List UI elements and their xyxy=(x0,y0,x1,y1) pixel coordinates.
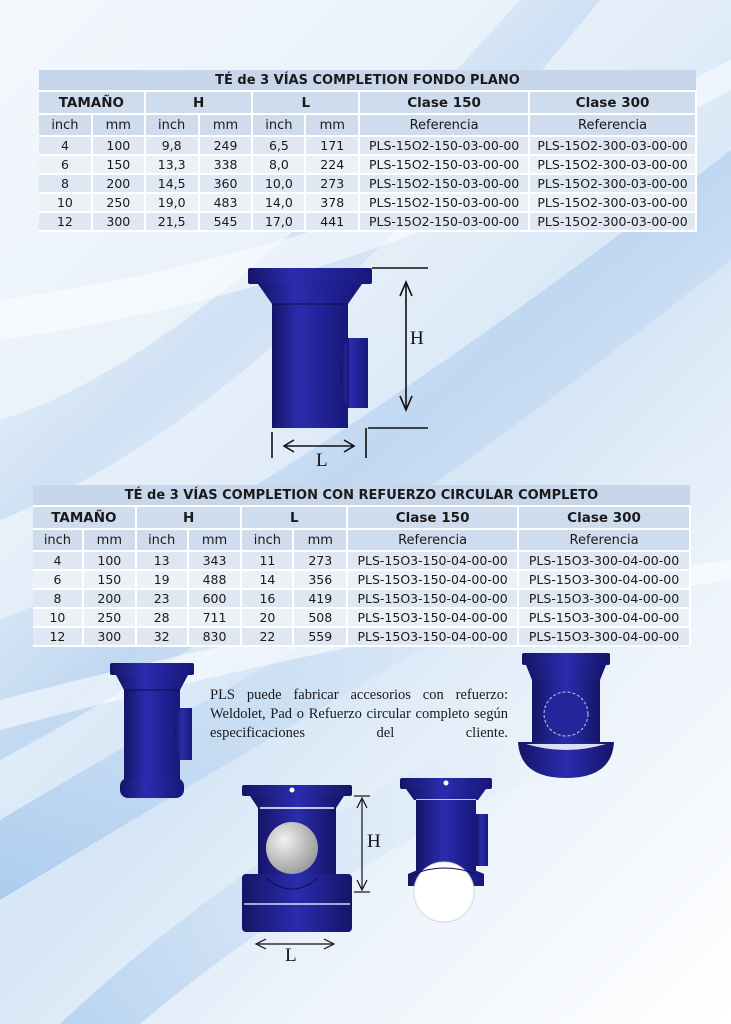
cell-h-mm: 343 xyxy=(188,551,242,570)
cell-ref150: PLS-15O2-150-03-00-00 xyxy=(359,155,529,174)
cell-ref150: PLS-15O3-150-04-00-00 xyxy=(347,570,518,589)
cell-h-mm: 711 xyxy=(188,608,242,627)
col-size-mm: mm xyxy=(92,114,145,136)
reinforcement-note: PLS puede fabricar accesorios con refuerzo: Weldolet, Pad o Refuerzo circular completo según especificaciones del cliente. xyxy=(210,687,508,741)
table-row xyxy=(33,627,690,646)
tee-front-view-drawing xyxy=(236,782,386,958)
cell-size-mm: 300 xyxy=(92,212,145,231)
cell-h-inch: 32 xyxy=(136,627,188,646)
cell-ref300: PLS-15O3-300-04-00-00 xyxy=(518,570,690,589)
col-ref300: Referencia xyxy=(529,114,696,136)
table-row xyxy=(33,589,690,608)
cell-h-mm: 483 xyxy=(199,193,253,212)
cell-h-inch: 9,8 xyxy=(145,136,199,155)
cell-size-inch: 4 xyxy=(33,551,83,570)
cell-ref150: PLS-15O3-150-04-00-00 xyxy=(347,551,518,570)
cell-l-mm: 559 xyxy=(293,627,347,646)
cell-size-mm: 200 xyxy=(92,174,145,193)
cell-h-inch: 13,3 xyxy=(145,155,199,174)
cell-ref300: PLS-15O2-300-03-00-00 xyxy=(529,193,696,212)
cell-ref300: PLS-15O2-300-03-00-00 xyxy=(529,174,696,193)
cell-l-mm: 356 xyxy=(293,570,347,589)
cell-size-mm: 150 xyxy=(92,155,145,174)
tee-half-round-drawing xyxy=(516,650,616,782)
col-l-inch: inch xyxy=(252,114,305,136)
cell-l-mm: 441 xyxy=(305,212,359,231)
col-ref300: Referencia xyxy=(518,529,690,551)
cell-h-inch: 21,5 xyxy=(145,212,199,231)
cell-l-inch: 16 xyxy=(241,589,293,608)
spec-table-flat-bottom xyxy=(39,70,697,232)
cell-ref150: PLS-15O2-150-03-00-00 xyxy=(359,193,529,212)
col-group-class150: Clase 150 xyxy=(359,91,529,114)
cell-l-inch: 11 xyxy=(241,551,293,570)
cell-h-inch: 14,5 xyxy=(145,174,199,193)
col-l-mm: mm xyxy=(293,529,347,551)
col-group-h: H xyxy=(136,506,242,529)
table-row xyxy=(33,551,690,570)
table-title: TÉ de 3 VÍAS COMPLETION CON REFUERZO CIRCULAR COMPLETO xyxy=(33,485,690,506)
table-row xyxy=(39,174,696,193)
cell-h-inch: 13 xyxy=(136,551,188,570)
cell-l-inch: 6,5 xyxy=(252,136,305,155)
cell-l-inch: 8,0 xyxy=(252,155,305,174)
col-h-inch: inch xyxy=(136,529,188,551)
cell-size-mm: 150 xyxy=(83,570,136,589)
cell-l-mm: 273 xyxy=(293,551,347,570)
cell-ref300: PLS-15O3-300-04-00-00 xyxy=(518,627,690,646)
cell-size-mm: 200 xyxy=(83,589,136,608)
tee-body xyxy=(248,268,372,428)
col-ref150: Referencia xyxy=(347,529,518,551)
cell-h-inch: 23 xyxy=(136,589,188,608)
cell-size-inch: 4 xyxy=(39,136,92,155)
h-dimension-label: H xyxy=(410,328,424,349)
table-row xyxy=(39,155,696,174)
l-dimension-label: L xyxy=(316,450,328,471)
cell-ref150: PLS-15O2-150-03-00-00 xyxy=(359,174,529,193)
cell-h-mm: 545 xyxy=(199,212,253,231)
l-dimension-label: L xyxy=(285,945,297,966)
table-row xyxy=(39,136,696,155)
col-group-class300: Clase 300 xyxy=(529,91,696,114)
cell-l-mm: 508 xyxy=(293,608,347,627)
cell-size-mm: 100 xyxy=(92,136,145,155)
cell-ref150: PLS-15O3-150-04-00-00 xyxy=(347,627,518,646)
cell-h-mm: 338 xyxy=(199,155,253,174)
cell-size-inch: 12 xyxy=(33,627,83,646)
cell-l-inch: 14 xyxy=(241,570,293,589)
col-ref150: Referencia xyxy=(359,114,529,136)
cell-h-inch: 19 xyxy=(136,570,188,589)
cell-l-mm: 224 xyxy=(305,155,359,174)
cell-size-inch: 10 xyxy=(33,608,83,627)
cell-l-mm: 171 xyxy=(305,136,359,155)
col-group-l: L xyxy=(241,506,347,529)
cell-h-mm: 600 xyxy=(188,589,242,608)
cell-h-mm: 488 xyxy=(188,570,242,589)
cell-size-inch: 8 xyxy=(33,589,83,608)
cell-l-mm: 273 xyxy=(305,174,359,193)
tee-round-bottom-drawing xyxy=(396,774,496,926)
cell-l-inch: 22 xyxy=(241,627,293,646)
col-l-mm: mm xyxy=(305,114,359,136)
tee-side-view-drawing xyxy=(108,660,208,802)
cell-size-inch: 6 xyxy=(33,570,83,589)
tee-flat-bottom-drawing xyxy=(240,262,440,474)
cell-h-mm: 830 xyxy=(188,627,242,646)
col-group-l: L xyxy=(252,91,359,114)
table-title: TÉ de 3 VÍAS COMPLETION FONDO PLANO xyxy=(39,70,696,91)
col-l-inch: inch xyxy=(241,529,293,551)
cell-size-mm: 250 xyxy=(92,193,145,212)
col-group-size: TAMAÑO xyxy=(39,91,145,114)
cell-size-inch: 6 xyxy=(39,155,92,174)
col-group-class300: Clase 300 xyxy=(518,506,690,529)
col-size-inch: inch xyxy=(33,529,83,551)
cell-ref150: PLS-15O2-150-03-00-00 xyxy=(359,212,529,231)
cell-l-inch: 17,0 xyxy=(252,212,305,231)
cell-l-mm: 419 xyxy=(293,589,347,608)
cell-size-mm: 100 xyxy=(83,551,136,570)
cell-size-inch: 10 xyxy=(39,193,92,212)
cell-ref300: PLS-15O2-300-03-00-00 xyxy=(529,155,696,174)
table-row xyxy=(39,193,696,212)
col-group-class150: Clase 150 xyxy=(347,506,518,529)
cell-l-inch: 14,0 xyxy=(252,193,305,212)
cell-l-inch: 10,0 xyxy=(252,174,305,193)
cell-h-inch: 28 xyxy=(136,608,188,627)
cell-h-mm: 360 xyxy=(199,174,253,193)
cell-size-inch: 12 xyxy=(39,212,92,231)
col-h-mm: mm xyxy=(199,114,253,136)
cell-size-mm: 250 xyxy=(83,608,136,627)
col-h-inch: inch xyxy=(145,114,199,136)
col-size-inch: inch xyxy=(39,114,92,136)
table-row xyxy=(39,212,696,231)
cell-h-inch: 19,0 xyxy=(145,193,199,212)
col-group-h: H xyxy=(145,91,253,114)
cell-ref300: PLS-15O2-300-03-00-00 xyxy=(529,212,696,231)
cell-ref300: PLS-15O3-300-04-00-00 xyxy=(518,608,690,627)
table-row xyxy=(33,570,690,589)
h-dimension-label: H xyxy=(367,831,381,852)
table-row xyxy=(33,608,690,627)
cell-ref150: PLS-15O3-150-04-00-00 xyxy=(347,589,518,608)
col-group-size: TAMAÑO xyxy=(33,506,136,529)
cell-ref150: PLS-15O3-150-04-00-00 xyxy=(347,608,518,627)
cell-ref300: PLS-15O3-300-04-00-00 xyxy=(518,589,690,608)
cell-ref150: PLS-15O2-150-03-00-00 xyxy=(359,136,529,155)
cell-l-inch: 20 xyxy=(241,608,293,627)
cell-h-mm: 249 xyxy=(199,136,253,155)
col-h-mm: mm xyxy=(188,529,242,551)
cell-ref300: PLS-15O2-300-03-00-00 xyxy=(529,136,696,155)
cell-ref300: PLS-15O3-300-04-00-00 xyxy=(518,551,690,570)
col-size-mm: mm xyxy=(83,529,136,551)
cell-size-inch: 8 xyxy=(39,174,92,193)
cell-size-mm: 300 xyxy=(83,627,136,646)
spec-table-circular-reinforcement xyxy=(33,485,691,647)
cell-l-mm: 378 xyxy=(305,193,359,212)
